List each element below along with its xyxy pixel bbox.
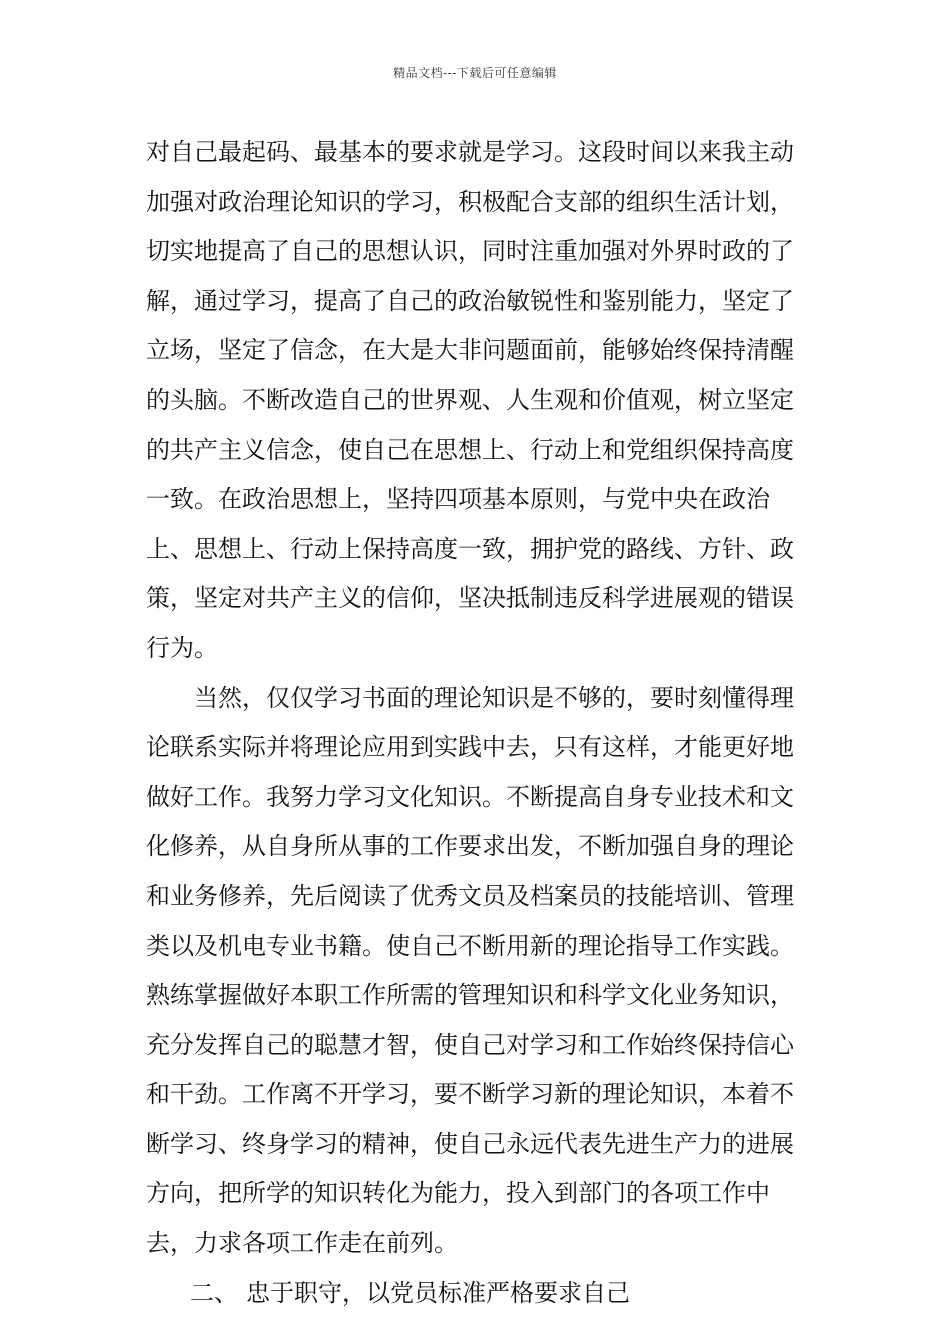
paragraph-study-politics: 对自己最起码、最基本的要求就是学习。这段时间以来我主动加强对政治理论知识的学习，积极配合支部的组织生活计划，切实地提高了自己的思想认识，同时注重加强对外界时政的了解，通过学习，提高了自己的政治敏锐性和鉴别能力，坚定了立场，坚定了信念，在大是大非问题面前，能够始终保持清醒的头脑。不断改造自己的世界观、人生观和价值观，树立坚定的共产主义信念，使自己在思想上、行动上和党组织保持高度一致。在政治思想上，坚持四项基本原则，与党中央在政治上、思想上、行动上保持高度一致，拥护党的路线、方针、政策，坚定对共产主义的信仰，坚决抵制违反科学进展观的错误行为。 xyxy=(146,138,794,662)
paragraph-theory-practice: 当然，仅仅学习书面的理论知识是不够的，要时刻懂得理论联系实际并将理论应用到实践中去，只有这样，才能更好地做好工作。我努力学习文化知识。不断提高自身专业技术和文化修养，从自身所从事的工作要求出发，不断加强自身的理论和业务修养，先后阅读了优秀文员及档案员的技能培训、管理类以及机电专业书籍。使自己不断用新的理论指导工作实践。熟练掌握做好本职工作所需的管理知识和科学文化业务知识，充分发挥自己的聪慧才智，使自己对学习和工作始终保持信心和干劲。工作离不开学习，要不断学习新的理论知识，本着不断学习、终身学习的精神，使自己永远代表先进生产力的进展方向，把所学的知识转化为能力，投入到部门的各项工作中去，力求各项工作走在前列。 xyxy=(146,683,794,1258)
section-number: 二、 xyxy=(190,1278,238,1307)
section-title: 忠于职守，以党员标准严格要求自己 xyxy=(246,1278,630,1307)
page-header: 精品文档---下载后可任意编辑 xyxy=(393,66,557,80)
section-heading xyxy=(146,1269,806,1319)
document-body xyxy=(146,128,806,1318)
